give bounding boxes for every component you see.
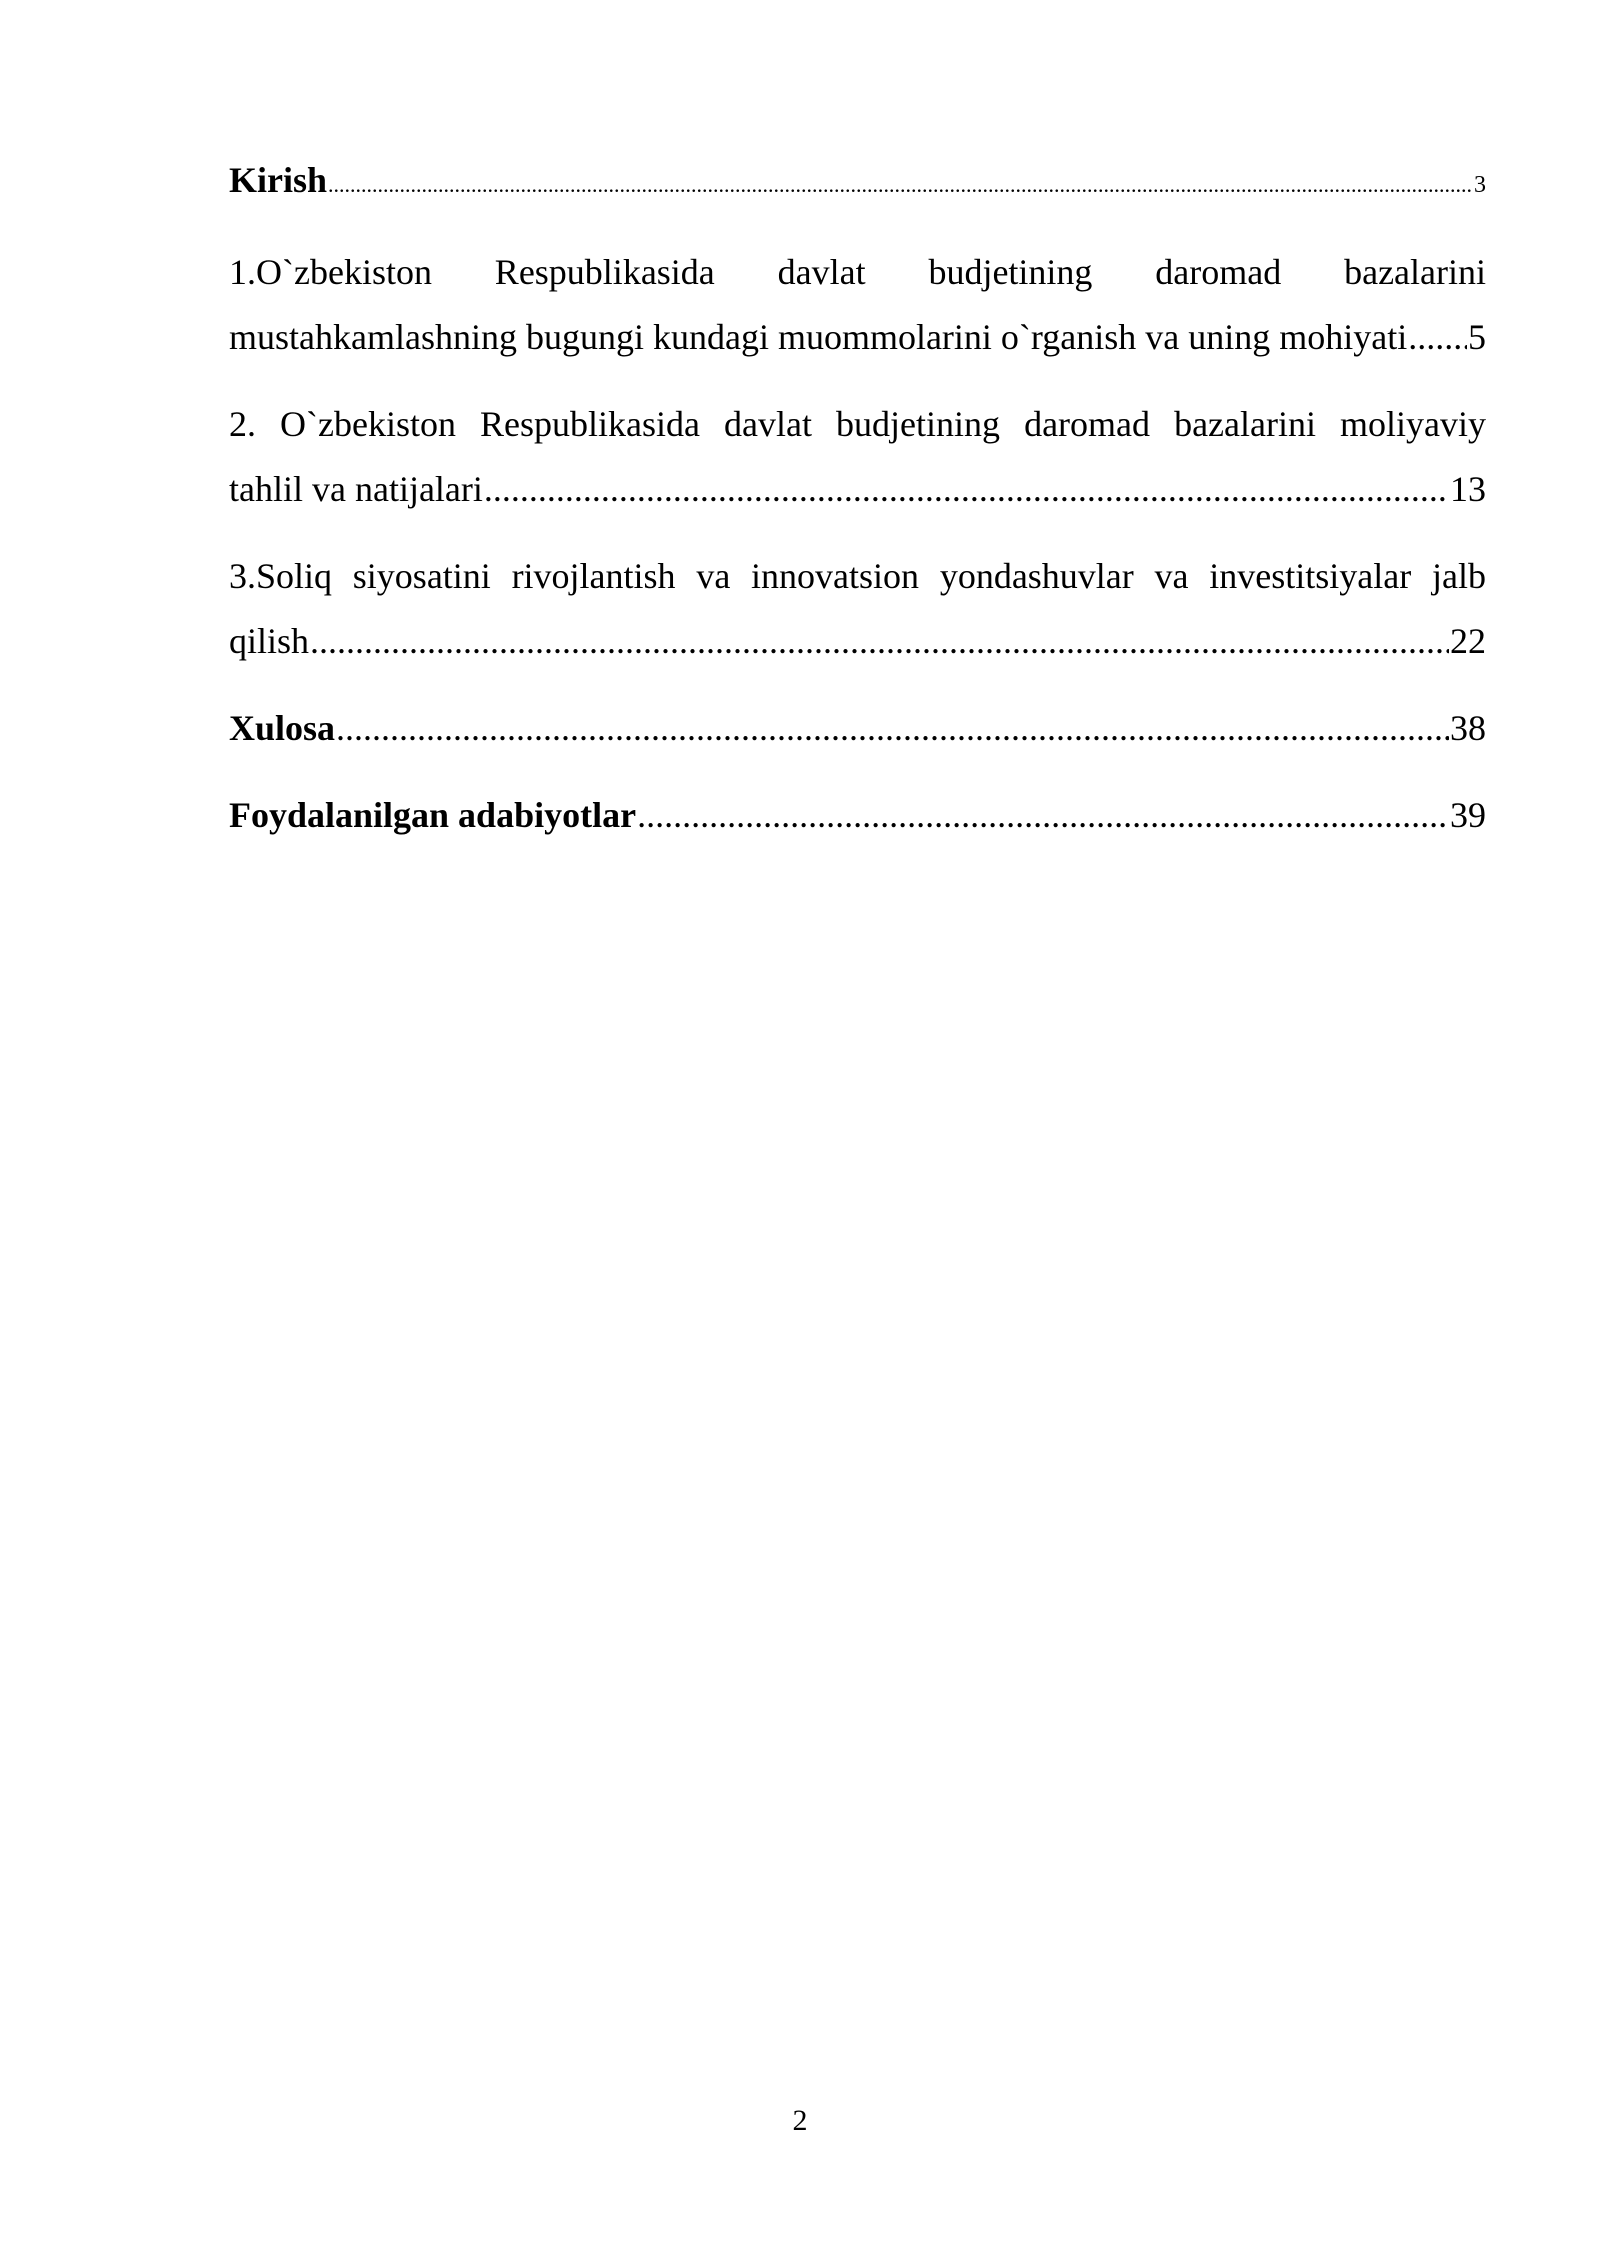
toc-title-section-2-line-1: 2. O`zbekiston Respublikasida davlat budjetining daromad bazalarini moliyaviy xyxy=(229,404,1486,444)
toc-leader-dots xyxy=(336,696,1449,761)
page-number: 2 xyxy=(792,2104,808,2137)
toc-title-kirish: Kirish xyxy=(229,160,328,200)
toc-page-xulosa: 38 xyxy=(1450,708,1486,748)
toc-page-section-1: 5 xyxy=(1468,317,1486,357)
toc-title-section-1-line-2: mustahkamlashning bugungi kundagi muommolarini o`rganish va uning mohiyati xyxy=(229,317,1408,357)
toc-leader-dots xyxy=(328,152,1473,217)
toc-entry-section-1[interactable] xyxy=(229,240,1486,370)
toc-section-2-leader xyxy=(229,457,1486,522)
toc-leader-dots xyxy=(310,609,1449,674)
toc-entry-section-3[interactable] xyxy=(229,544,1486,674)
toc-section-3-leader xyxy=(229,609,1486,674)
toc-title-section-3-line-2: qilish xyxy=(229,621,310,661)
toc-title-section-2-line-2: tahlil va natijalari xyxy=(229,469,483,509)
toc-leader-dots xyxy=(637,783,1449,848)
toc-title-xulosa: Xulosa xyxy=(229,708,336,748)
toc-section-1-leader xyxy=(229,305,1486,370)
toc-entry-xulosa[interactable] xyxy=(229,696,1486,761)
toc-entry-section-2[interactable] xyxy=(229,392,1486,522)
toc-entry-adabiyotlar[interactable] xyxy=(229,783,1486,848)
toc-entry-kirish[interactable] xyxy=(229,148,1486,218)
toc-title-section-1-line-1: 1.O`zbekiston Respublikasida davlat budjetining daromad bazalarini xyxy=(229,252,1486,292)
table-of-contents xyxy=(229,148,1486,870)
toc-page-section-3: 22 xyxy=(1450,621,1486,661)
toc-page-kirish: 3 xyxy=(1474,172,1486,198)
toc-page-adabiyotlar: 39 xyxy=(1450,795,1486,835)
toc-page-section-2: 13 xyxy=(1450,469,1486,509)
toc-leader-dots xyxy=(484,457,1449,522)
toc-title-section-3-line-1: 3.Soliq siyosatini rivojlantish va innovatsion yondashuvlar va investitsiyalar jalb xyxy=(229,556,1486,596)
toc-leader-dots xyxy=(1408,305,1467,370)
toc-title-adabiyotlar: Foydalanilgan adabiyotlar xyxy=(229,795,637,835)
